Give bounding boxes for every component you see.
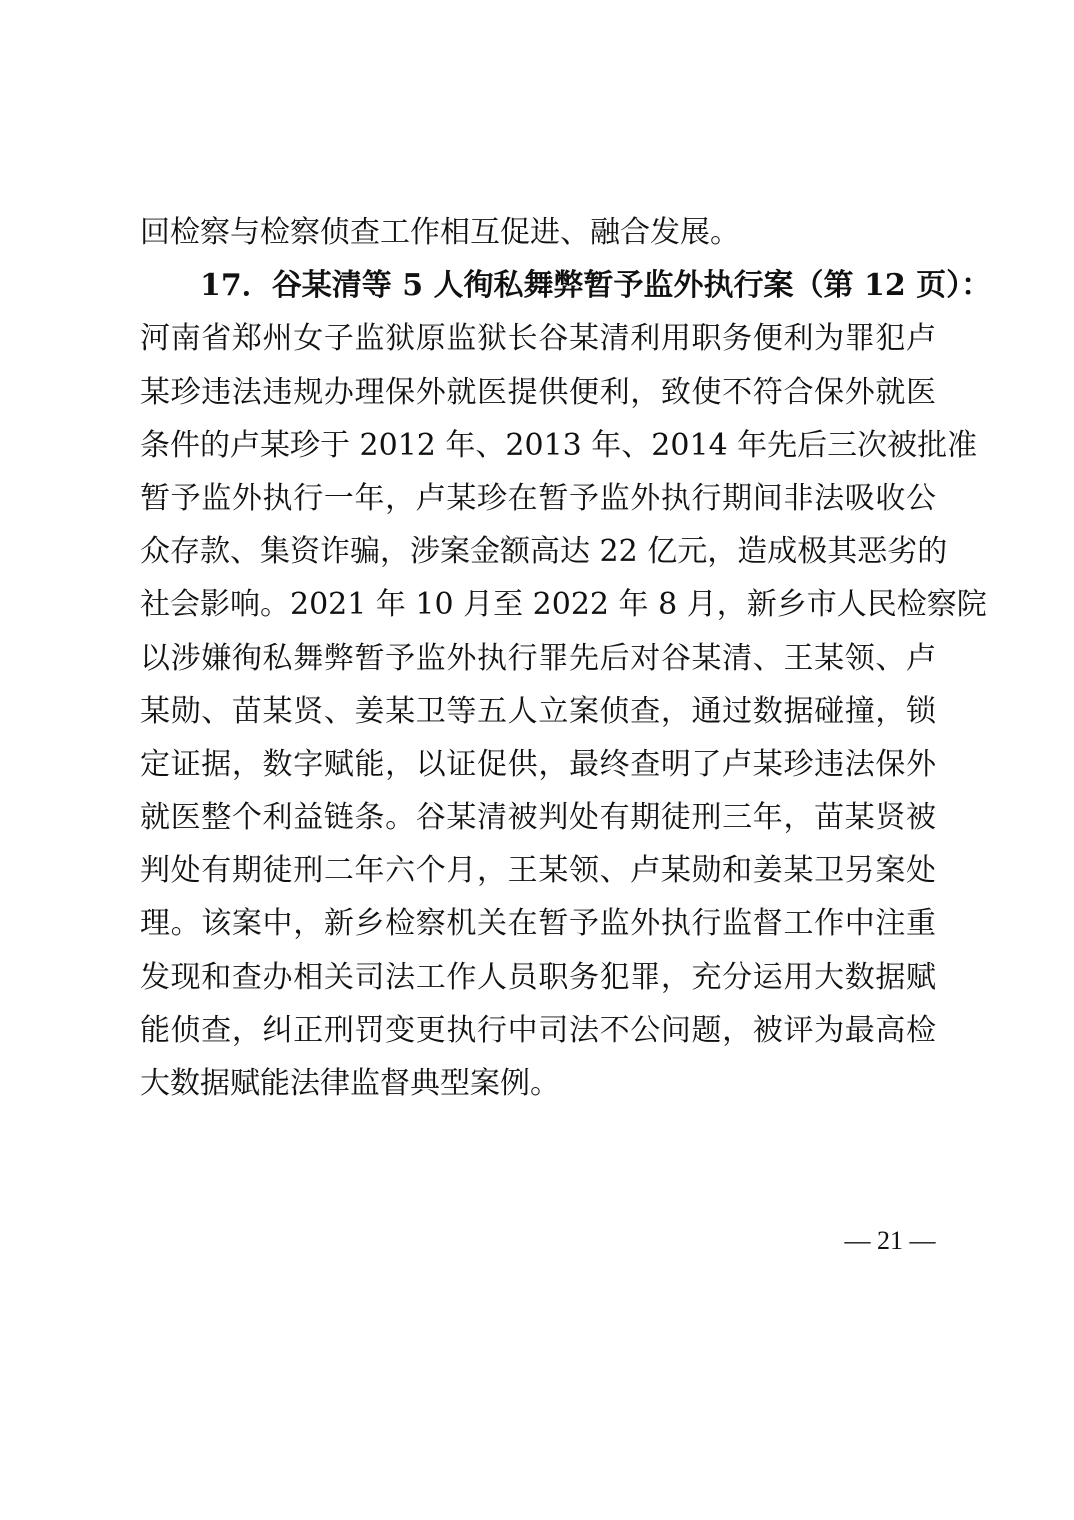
text-line: 理。该案中，新乡检察机关在暂予监外执行监督工作中注重 [140,906,936,942]
text-line: 众存款、集资诈骗，涉案金额高达 22 亿元，造成极其恶劣的 [140,534,948,570]
text-line: 能侦查，纠正刑罚变更执行中司法不公问题，被评为最高检 [140,1012,936,1048]
text-line: 条件的卢某珍于 2012 年、2013 年、2014 年先后三次被批准 [140,427,978,463]
text-line: 判处有期徒刑二年六个月，王某领、卢某勋和姜某卫另案处 [140,853,936,889]
text-line: 某勋、苗某贤、姜某卫等五人立案侦查，通过数据碰撞，锁 [140,693,936,729]
text-line: 暂予监外执行一年，卢某珍在暂予监外执行期间非法吸收公 [140,480,936,516]
text-line: 河南省郑州女子监狱原监狱长谷某清利用职务便利为罪犯卢 [140,321,936,357]
text-line: 发现和查办相关司法工作人员职务犯罪，充分运用大数据赋 [140,959,936,995]
body-text [140,206,992,1110]
page-number: — 21 — [844,1226,936,1255]
text-line: 大数据赋能法律监督典型案例。 [140,1066,560,1101]
text-line: 回检察与检察侦查工作相互促进、融合发展。 [140,215,740,250]
text-line: 定证据，数字赋能，以证促供，最终查明了卢某珍违法保外 [140,746,936,782]
text-line: 社会影响。2021 年 10 月至 2022 年 8 月，新乡市人民检察院 [140,587,987,623]
text-line: 某珍违法违规办理保外就医提供便利，致使不符合保外就医 [140,374,936,410]
case-heading: 17．谷某清等 5 人徇私舞弊暂予监外执行案（第 12 页）： [200,268,992,304]
text-line: 就医整个利益链条。谷某清被判处有期徒刑三年，苗某贤被 [140,800,936,836]
text-line: 以涉嫌徇私舞弊暂予监外执行罪先后对谷某清、王某领、卢 [140,640,936,676]
